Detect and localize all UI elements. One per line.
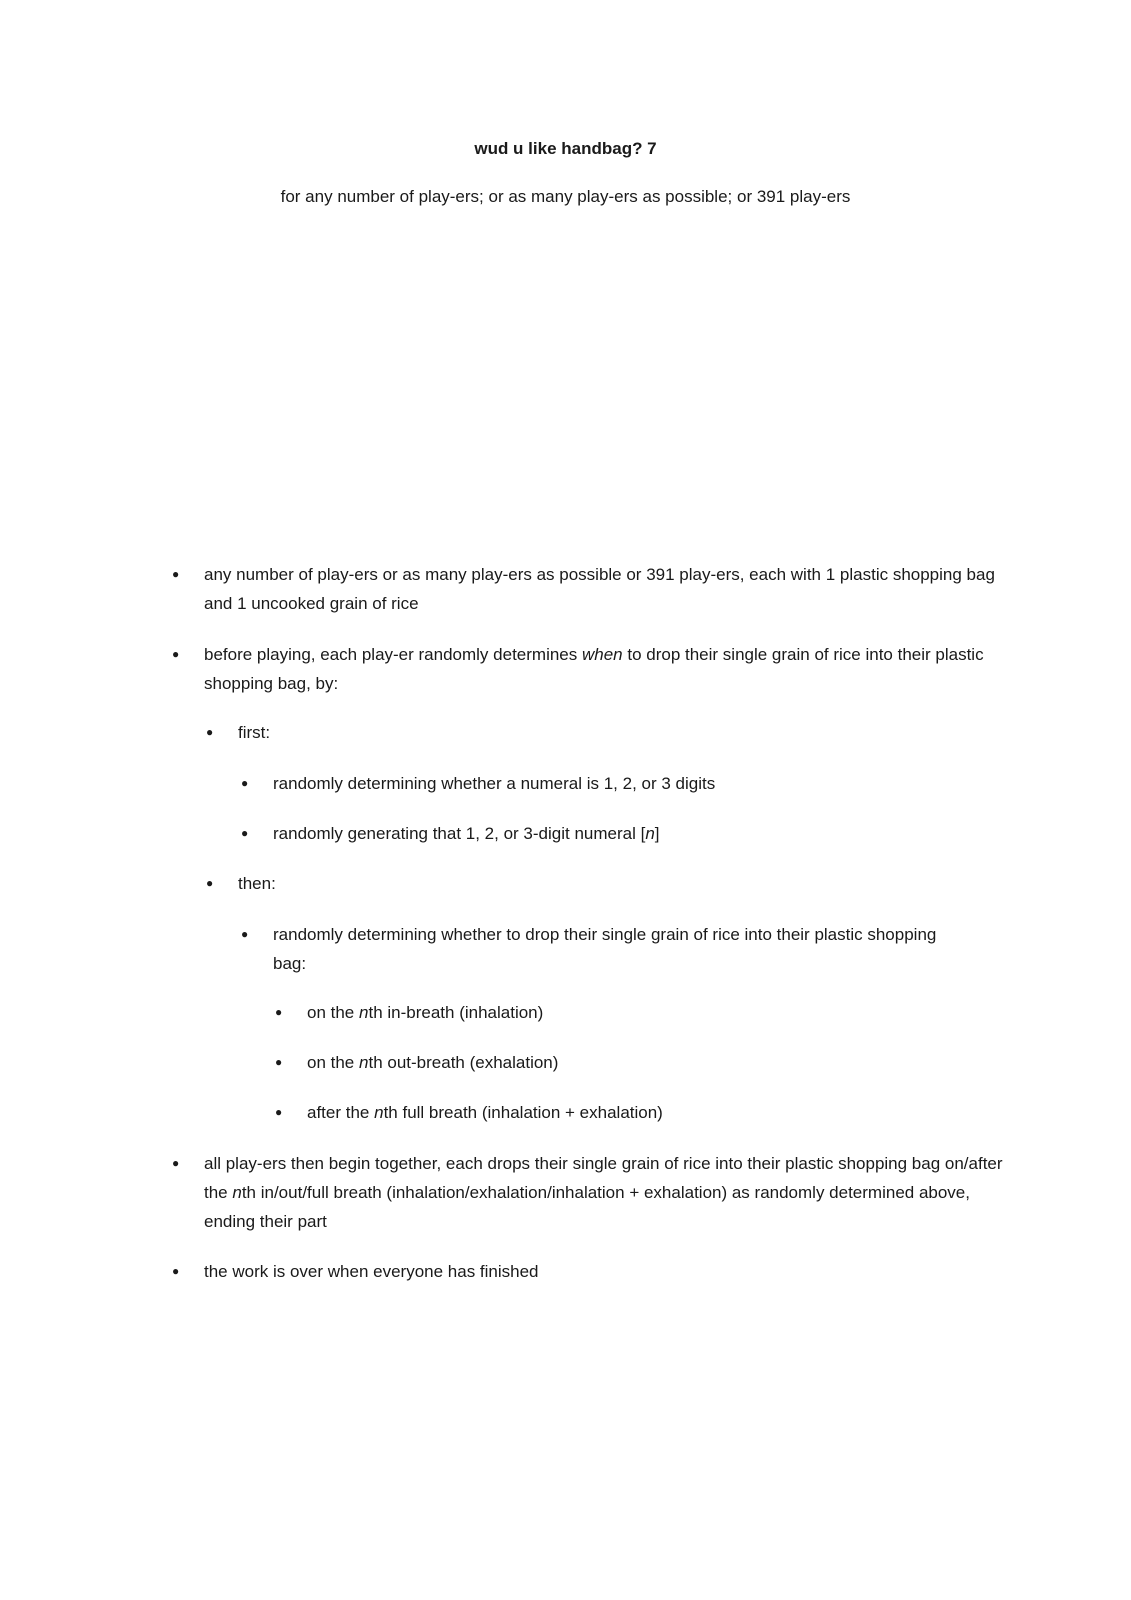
list-item-players: ● any number of play-ers or as many play-ers as possible or 391 play-ers, each with 1 plastic shopping bag and 1 uncooked grain of rice — [204, 560, 1004, 618]
list-item-generate-numeral: ● randomly generating that 1, 2, or 3-digit numeral [n] — [273, 819, 973, 848]
list-item-begin-together: ● all play-ers then begin together, each drops their single grain of rice into their plastic shopping bag on/after the nth in/out/full breath (inhalation/exhalation/inhalation + exhalation) as randomly determined above, ending their part — [204, 1149, 1004, 1236]
bullet-icon: ● — [241, 776, 249, 790]
list-item-out-breath: ● on the nth out-breath (exhalation) — [307, 1048, 987, 1077]
bullet-icon: ● — [275, 1105, 283, 1119]
bullet-icon: ● — [275, 1005, 283, 1019]
list-item-first: ● first: — [238, 718, 998, 747]
bullet-icon: ● — [241, 927, 249, 941]
bullet-icon: ● — [206, 725, 214, 739]
bullet-icon: ● — [241, 826, 249, 840]
bullet-icon: ● — [275, 1055, 283, 1069]
bullet-icon: ● — [172, 1264, 180, 1278]
list-item-drop-choice: ● randomly determining whether to drop their single grain of rice into their plastic shopping bag: — [273, 920, 973, 978]
bullet-icon: ● — [172, 1156, 180, 1170]
list-item-in-breath: ● on the nth in-breath (inhalation) — [307, 998, 987, 1027]
bullet-icon: ● — [206, 876, 214, 890]
bullet-icon: ● — [172, 567, 180, 581]
list-item-full-breath: ● after the nth full breath (inhalation + exhalation) — [307, 1098, 987, 1127]
bullet-icon: ● — [172, 647, 180, 661]
list-item-digits: ● randomly determining whether a numeral is 1, 2, or 3 digits — [273, 769, 973, 798]
document-title: wud u like handbag? 7 — [474, 139, 657, 158]
list-item-then: ● then: — [238, 869, 998, 898]
list-item-work-over: ● the work is over when everyone has finished — [204, 1257, 1004, 1286]
list-item-before-playing: ● before playing, each play-er randomly determines when to drop their single grain of rice into their plastic shopping bag, by: — [204, 640, 1004, 698]
document-subtitle: for any number of play-ers; or as many play-ers as possible; or 391 play-ers — [280, 187, 851, 206]
